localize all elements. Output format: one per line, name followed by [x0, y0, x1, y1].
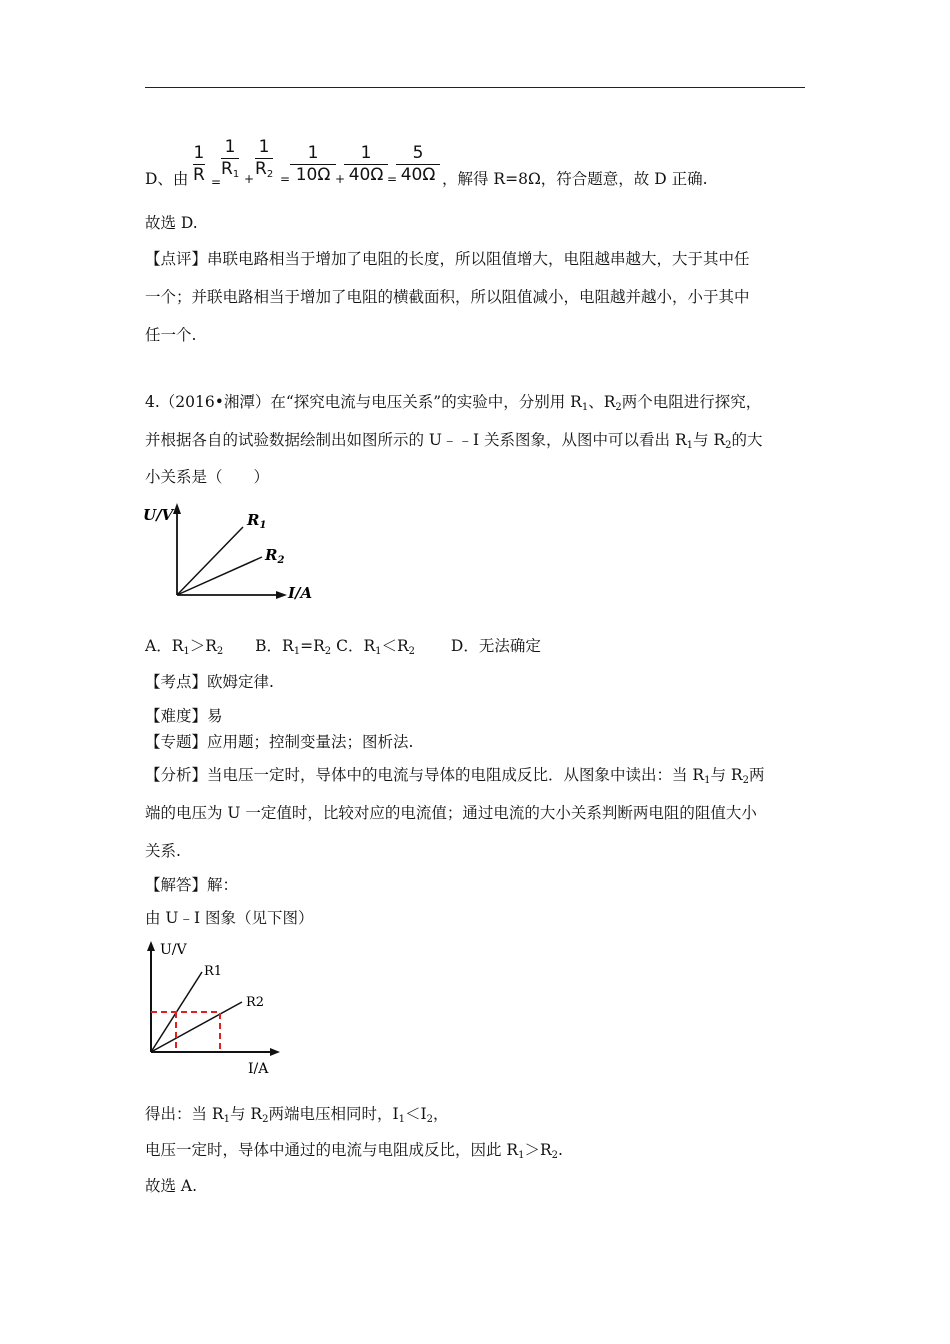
fraction-5-over-40: 5 40Ω — [396, 144, 440, 185]
ui-graph-figure-2 — [140, 938, 290, 1078]
equals-2: = — [280, 172, 291, 186]
q3-answer: 故选 D. — [145, 214, 198, 232]
plus-2: + — [335, 172, 346, 186]
q3-comment-line-1: 【点评】串联电路相当于增加了电阻的长度，所以阻值增大，电阻越串越大，大于其中任 — [145, 250, 750, 268]
x-axis-label: I/A — [248, 1061, 269, 1077]
ui-graph-figure-1 — [140, 500, 320, 610]
label-r1: $R_1$ — [247, 511, 267, 531]
q4-result-line-2: 电压一定时，导体中通过的电流与电阻成反比，因此 $R_1>R_2$. — [145, 1141, 563, 1161]
q3-comment-line-2: 一个；并联电路相当于增加了电阻的横截面积，所以阻值减小，电阻越并越小，小于其中 — [145, 288, 750, 306]
line-d-prefix: D、由 — [145, 170, 189, 188]
y-axis-arrow — [147, 941, 155, 951]
line-r2 — [177, 557, 262, 595]
plus-1: + — [244, 172, 255, 186]
option-d[interactable]: D．无法确定 — [450, 637, 541, 655]
fraction-1-over-10: 1 10Ω — [290, 144, 336, 185]
line-r2 — [151, 1002, 242, 1052]
q4-kaodian: 【考点】欧姆定律. — [145, 673, 274, 691]
label-r2: R2 — [246, 995, 265, 1010]
option-b[interactable]: B．$R_1=R_2$ — [255, 637, 332, 657]
label-r2: $R_2$ — [265, 546, 285, 566]
q4-fenxi-line-2: 端的电压为 U 一定值时，比较对应的电流值；通过电流的大小关系判断两电阻的阻值大小 — [145, 804, 757, 822]
y-axis-label: U/V — [143, 506, 174, 524]
equals-3: = — [387, 172, 398, 186]
option-a[interactable]: A．$R_1>R_2$ — [145, 637, 224, 657]
header-rule — [145, 87, 805, 88]
q4-jieda: 【解答】解： — [145, 876, 239, 894]
line-r1 — [177, 527, 243, 595]
x-axis-label: I/A — [288, 584, 313, 602]
q4-fenxi-line-1: 【分析】当电压一定时，导体中的电流与导体的电阻成反比．从图象中读出：当 $R_1$与 $R_2$两 — [145, 766, 765, 786]
q4-stem-line-1: 4.（2016•湘潭）在“探究电流与电压关系”的实验中，分别用 $R_1$、$R_2$两个电阻进行探究， — [145, 393, 762, 413]
fraction-1-over-40: 1 40Ω — [344, 144, 388, 185]
y-axis-arrow — [173, 503, 181, 514]
q4-answer: 故选 A. — [145, 1177, 198, 1195]
q4-result-line-1: 得出：当 $R_1$与 $R_2$两端电压相同时，$I_1<I_2$， — [145, 1105, 449, 1125]
q4-stem-line-3: 小关系是（ ） — [145, 468, 270, 486]
fraction-1-over-r: 1 R — [193, 143, 205, 185]
y-axis-label: U/V — [160, 942, 187, 958]
fraction-1-over-r2: 1 $R_2$ — [255, 137, 274, 180]
x-axis-arrow — [276, 591, 287, 599]
label-r1: R1 — [204, 964, 223, 979]
fraction-1-over-r1: 1 $R_1$ — [221, 137, 240, 180]
x-axis-arrow — [270, 1048, 280, 1056]
q4-nandu: 【难度】易 — [145, 707, 223, 725]
q4-options — [145, 636, 541, 662]
q4-from-graph: 由 U﹣I 图象（见下图） — [145, 909, 314, 927]
q3-comment-line-3: 任一个. — [145, 326, 197, 344]
equals-1: = — [211, 175, 222, 189]
q4-zhuanti: 【专题】应用题；控制变量法；图析法. — [145, 733, 414, 751]
line-d-suffix: ，解得 R=8Ω，符合题意，故 D 正确. — [442, 170, 708, 188]
option-c[interactable]: C．$R_1<R_2$ — [336, 637, 416, 657]
q4-fenxi-line-3: 关系. — [145, 842, 181, 860]
q4-stem-line-2: 并根据各自的试验数据绘制出如图所示的 U﹣﹣I 关系图象，从图中可以看出 $R_1$与 $R_2$的大 — [145, 431, 763, 451]
